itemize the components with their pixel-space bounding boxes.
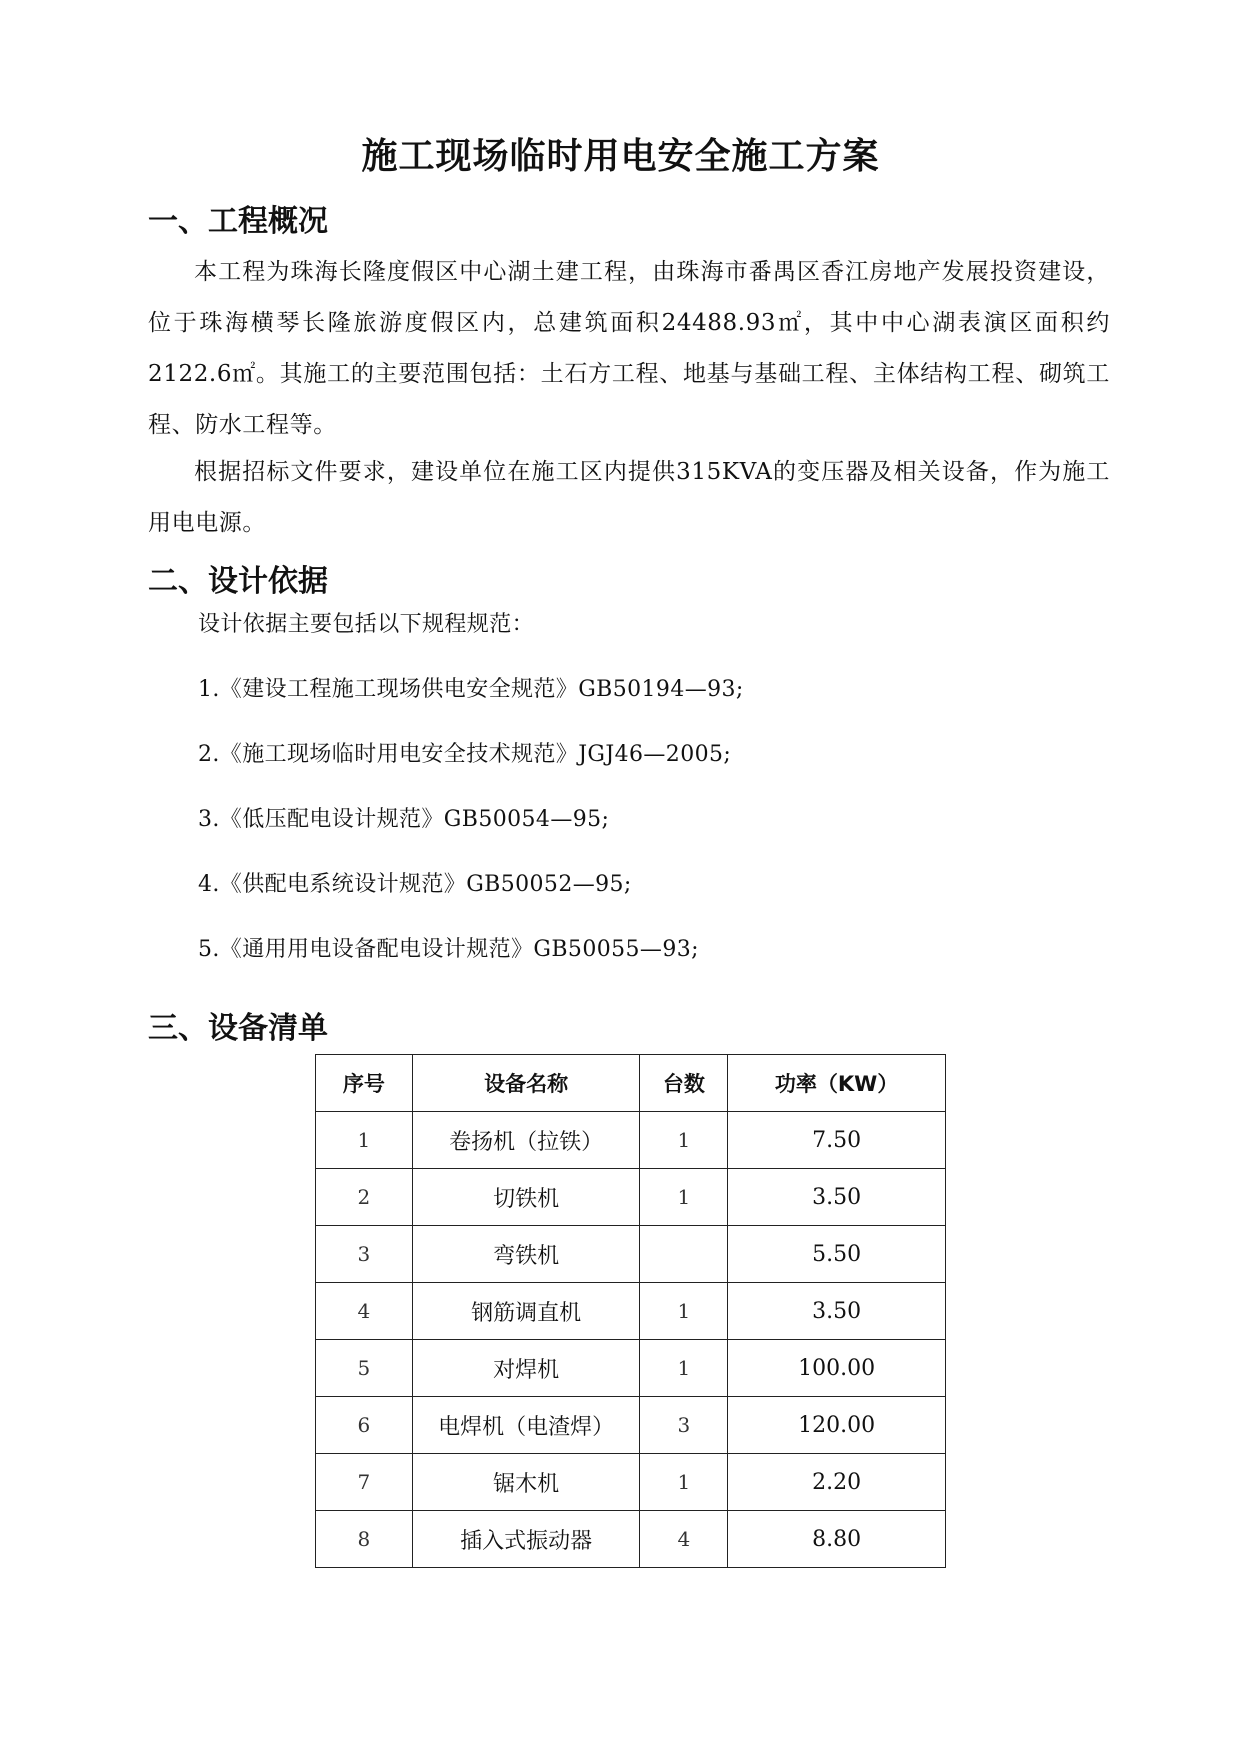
cell-power: 120.00 — [728, 1397, 946, 1454]
standard-item: 3.《低压配电设计规范》GB50054—95; — [198, 807, 610, 832]
column-header-number: 序号 — [316, 1055, 413, 1112]
table-row — [316, 1397, 946, 1454]
cell-power: 8.80 — [728, 1511, 946, 1568]
table-row — [316, 1340, 946, 1397]
cell-power: 7.50 — [728, 1112, 946, 1169]
table-row — [316, 1226, 946, 1283]
cell-number: 3 — [316, 1226, 413, 1283]
cell-power: 3.50 — [728, 1169, 946, 1226]
cell-quantity: 1 — [640, 1169, 728, 1226]
cell-number: 2 — [316, 1169, 413, 1226]
cell-power: 5.50 — [728, 1226, 946, 1283]
standard-item: 1.《建设工程施工现场供电安全规范》GB50194—93; — [198, 677, 744, 702]
cell-power: 100.00 — [728, 1340, 946, 1397]
design-basis-intro: 设计依据主要包括以下规程规范： — [198, 612, 535, 637]
cell-number: 4 — [316, 1283, 413, 1340]
cell-equipment-name: 钢筋调直机 — [412, 1283, 640, 1340]
standard-item: 4.《供配电系统设计规范》GB50052—95; — [198, 872, 632, 897]
column-header-quantity: 台数 — [640, 1055, 728, 1112]
overview-paragraph-2: 根据招标文件要求，建设单位在施工区内提供315KVA的变压器及相关设备，作为施工用电电源。 — [148, 459, 1110, 536]
cell-equipment-name: 电焊机（电渣焊） — [412, 1397, 640, 1454]
cell-number: 7 — [316, 1454, 413, 1511]
table-row — [316, 1511, 946, 1568]
column-header-power: 功率（KW） — [728, 1055, 946, 1112]
cell-quantity: 1 — [640, 1112, 728, 1169]
table-row — [316, 1283, 946, 1340]
cell-equipment-name: 对焊机 — [412, 1340, 640, 1397]
cell-equipment-name: 切铁机 — [412, 1169, 640, 1226]
cell-number: 6 — [316, 1397, 413, 1454]
table-row — [316, 1454, 946, 1511]
section-heading-design-basis: 二、设计依据 — [148, 564, 328, 599]
cell-equipment-name: 插入式振动器 — [412, 1511, 640, 1568]
cell-equipment-name: 锯木机 — [412, 1454, 640, 1511]
cell-number: 8 — [316, 1511, 413, 1568]
cell-quantity: 1 — [640, 1340, 728, 1397]
cell-quantity: 1 — [640, 1454, 728, 1511]
cell-power: 3.50 — [728, 1283, 946, 1340]
standard-item: 2.《施工现场临时用电安全技术规范》JGJ46—2005; — [198, 742, 732, 767]
document-title: 施工现场临时用电安全施工方案 — [361, 136, 880, 177]
table-header-row — [316, 1055, 946, 1112]
overview-paragraph-1: 本工程为珠海长隆度假区中心湖土建工程，由珠海市番禺区香江房地产发展投资建设，位于珠海横琴长隆旅游度假区内，总建筑面积24488.93㎡，其中中心湖表演区面积约2122.6㎡。其施工的主要范围包括：土石方工程、地基与基础工程、主体结构工程、砌筑工程、防水工程等。 — [148, 259, 1110, 438]
table-row — [316, 1169, 946, 1226]
cell-power: 2.20 — [728, 1454, 946, 1511]
cell-quantity: 4 — [640, 1511, 728, 1568]
section-heading-overview: 一、工程概况 — [148, 204, 328, 239]
table-row — [316, 1112, 946, 1169]
cell-quantity: 3 — [640, 1397, 728, 1454]
cell-quantity: 1 — [640, 1283, 728, 1340]
cell-number: 5 — [316, 1340, 413, 1397]
cell-number: 1 — [316, 1112, 413, 1169]
cell-quantity — [640, 1226, 728, 1283]
equipment-table — [315, 1054, 946, 1568]
standard-item: 5.《通用用电设备配电设计规范》GB50055—93; — [198, 937, 699, 962]
cell-equipment-name: 卷扬机（拉铁） — [412, 1112, 640, 1169]
section-heading-equipment-list: 三、设备清单 — [148, 1011, 328, 1046]
cell-equipment-name: 弯铁机 — [412, 1226, 640, 1283]
column-header-equipment-name: 设备名称 — [412, 1055, 640, 1112]
